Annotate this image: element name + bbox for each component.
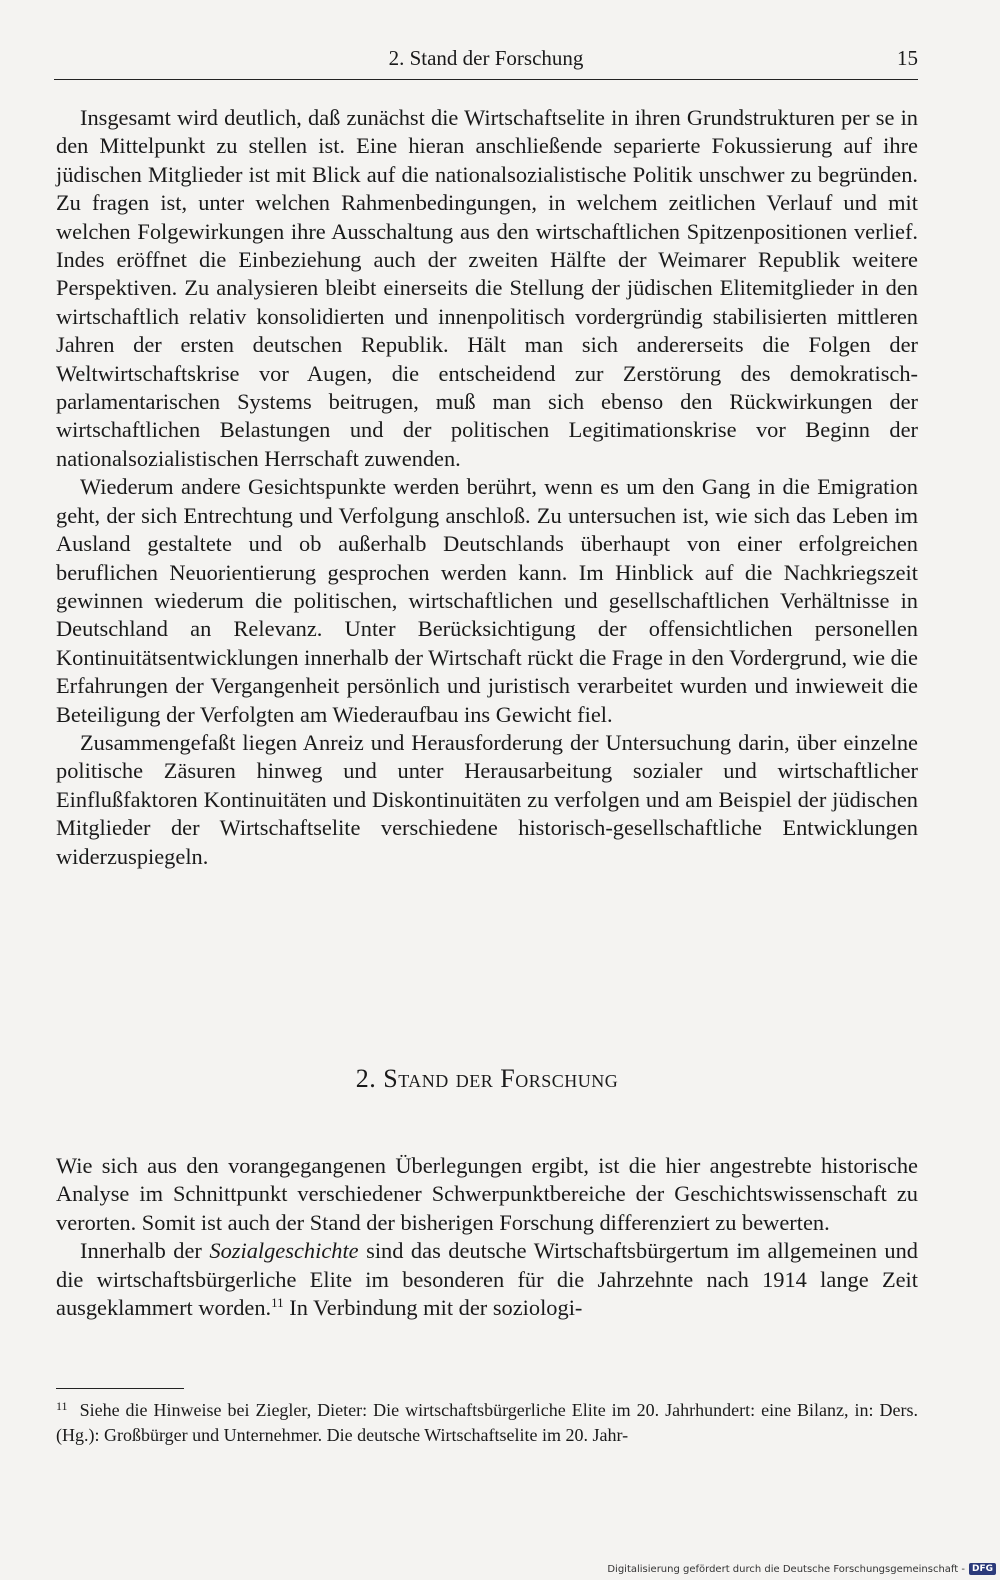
- paragraph: Zusammengefaßt liegen Anreiz und Herausforderung der Untersuchung darin, über einzelne politische Zäsuren hinweg und unter Herausarbeitung sozialer und wirtschaftlicher Einflußfaktoren Kontinuitäten und Diskontinuitäten zu verfolgen und am Beispiel der jüdischen Mitglieder der Wirtschaftselite verschiedene historisch-gesellschaftliche Entwicklungen widerzuspiegeln.: [56, 729, 918, 869]
- text-run: In Verbindung mit der soziologi-: [283, 1295, 583, 1321]
- header-rule: [54, 79, 918, 80]
- text-run: sind das deutsche Wirtschaftsbürgertum im allgemeinen und die wirtschaftsbürgerliche Elite im besonderen für die Jahrzehnte nach 1914 lange Zeit ausgeklammert worden.: [56, 1238, 918, 1321]
- dfg-logo: DFG: [969, 1563, 996, 1575]
- running-head-title: 2. Stand der Forschung: [388, 46, 584, 70]
- page-number: 15: [897, 46, 918, 70]
- paragraph: Wie sich aus den vorangegangenen Überlegungen ergibt, ist die hier angestrebte historische Analyse im Schnittpunkt verschiedener Schwerpunktbereiche der Geschichtswissenschaft zu verorten. Somit ist auch der Stand der bisherigen Forschung differenziert zu bewerten.: [56, 1153, 918, 1235]
- body-text-lower: [56, 1152, 918, 1322]
- text-run: Innerhalb der: [80, 1238, 210, 1264]
- paragraph: Insgesamt wird deutlich, daß zunächst die Wirtschaftselite in ihren Grundstrukturen per se in den Mittelpunkt zu stellen ist. Eine hieran anschließende separierte Fokussierung auf ihre jüdischen Mitglieder ist mit Blick auf die nationalsozialistische Politik unschwer zu begründen. Zu fragen ist, unter welchen Rahmenbedingungen, in welchem zeitlichen Verlauf und mit welchen Folgewirkungen ihre Ausschaltung aus den wirtschaftlichen Spitzenpositionen verlief. Indes eröffnet die Einbeziehung auch der zweiten Hälfte der Weimarer Republik weitere Perspektiven. Zu analysieren bleibt einerseits die Stellung der jüdischen Elitemitglieder in den wirtschaftlich relativ konsolidierten und innenpolitisch vordergründig stabilisierten mittleren Jahren der ersten deutschen Republik. Hält man sich andererseits die Folgen der Weltwirtschaftskrise vor Augen, die entscheidend zur Zerstörung des demokratisch-parlamentarischen Systems beitrugen, muß man sich ebenso den Rückwirkungen der wirtschaftlichen Belastungen und der politischen Legitimationskrise vor Beginn der nationalsozialistischen Herrschaft zuwenden.: [56, 105, 918, 471]
- body-text-upper: [56, 104, 918, 871]
- footnote-rule: [56, 1388, 184, 1389]
- paragraph: Wiederum andere Gesichtspunkte werden berührt, wenn es um den Gang in die Emigration geht, der sich Entrechtung und Verfolgung anschloß. Zu untersuchen ist, wie sich das Leben im Ausland gestaltete und ob außerhalb Deutschlands überhaupt von einer erfolgreichen beruflichen Neuorientierung gesprochen werden kann. Im Hinblick auf die Nachkriegszeit gewinnen wiederum die politischen, wirtschaftlichen und gesellschaftlichen Verhältnisse in Deutschland an Relevanz. Unter Berücksichtigung der offensichtlichen personellen Kontinuitätsentwicklungen innerhalb der Wirtschaft rückt die Frage in den Vordergrund, wie die Erfahrungen der Vergangenheit persönlich und juristisch verarbeitet wurden und inwieweit die Beteiligung der Verfolgten am Wiederaufbau ins Gewicht fiel.: [56, 474, 918, 727]
- running-head: [54, 44, 918, 72]
- section-heading: 2. Stand der Forschung: [355, 1064, 619, 1093]
- footnote: [56, 1394, 918, 1448]
- footnote-text: Siehe die Hinweise bei Ziegler, Dieter: Die wirtschaftsbürgerliche Elite im 20. Jahrhundert: eine Bilanz, in: Ders. (Hg.): Großbürger und Unternehmer. Die deutsche Wirtschaftselite im 20. Jahr-: [56, 1400, 918, 1445]
- credit-text: Digitalisierung gefördert durch die Deutsche Forschungsgemeinschaft -: [607, 1563, 965, 1575]
- footnote-number: 11: [56, 1399, 68, 1413]
- paragraph: [56, 1237, 918, 1322]
- footnote-reference: 11: [271, 1295, 284, 1311]
- italic-term: Sozialgeschichte: [209, 1238, 359, 1264]
- digitization-credit: [607, 1560, 996, 1578]
